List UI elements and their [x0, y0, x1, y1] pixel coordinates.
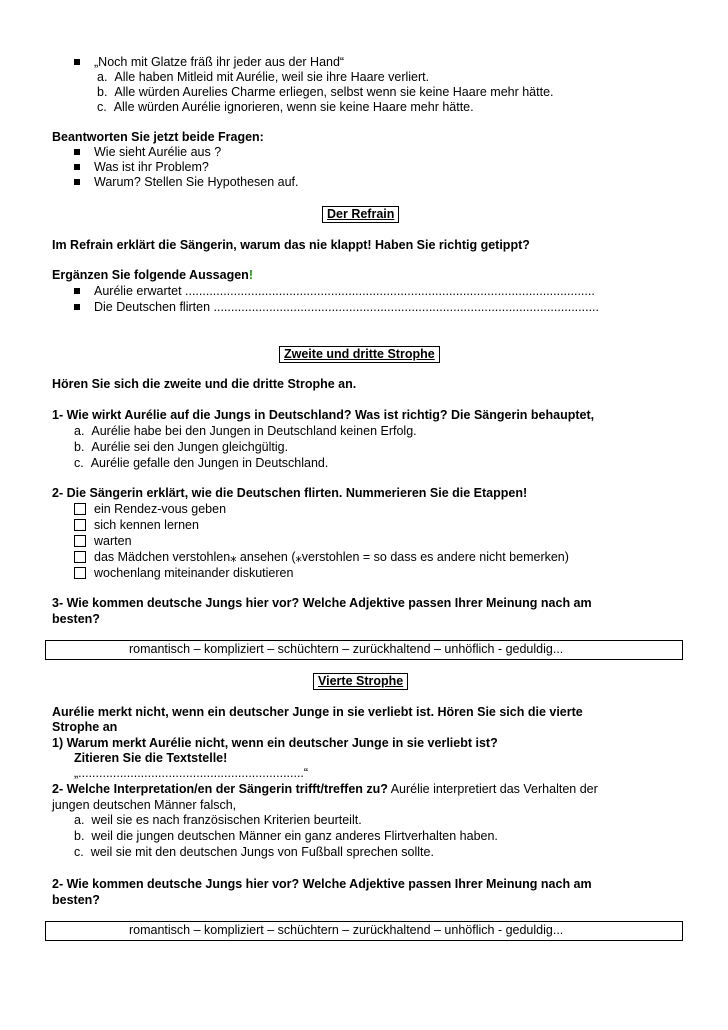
- step-item: [74, 534, 132, 549]
- option-letter: a.: [74, 424, 85, 438]
- step-text: warten: [94, 534, 132, 548]
- option-item: [74, 440, 288, 455]
- strophe-4-question-3-line-1: 2- Wie kommen deutsche Jungs hier vor? Welche Adjektive passen Ihrer Meinung nach am: [52, 877, 592, 891]
- step-item: [74, 550, 569, 565]
- option-item: [97, 85, 554, 100]
- step-text: das Mädchen verstohlen⁎ ansehen (⁎verstohlen = so dass es andere nicht bemerken): [94, 550, 569, 564]
- option-text: weil die jungen deutschen Männer ein ganz anderes Flirtverhalten haben.: [91, 829, 498, 843]
- refrain-intro: Im Refrain erklärt die Sängerin, warum das nie klappt! Haben Sie richtig getippt?: [52, 238, 530, 252]
- strophe-4-intro-line-1: Aurélie merkt nicht, wenn ein deutscher Junge in sie verliebt ist. Hören Sie sich die vierte: [52, 705, 583, 719]
- question-bold-text: 2- Welche Interpretation/en der Sängerin trifft/treffen zu?: [52, 782, 388, 796]
- question-3-line-1: 3- Wie kommen deutsche Jungs hier vor? Welche Adjektive passen Ihrer Meinung nach am: [52, 596, 592, 610]
- bullet-square-icon: [74, 179, 80, 185]
- step-text: ein Rendez-vous geben: [94, 502, 227, 516]
- heading-text: Der Refrain: [327, 207, 395, 221]
- section-heading-refrain: [322, 206, 399, 223]
- quote-text: „Noch mit Glatze fräß ihr jeder aus der Hand“: [94, 55, 345, 69]
- checkbox-square[interactable]: [74, 551, 86, 563]
- step-item: [74, 502, 226, 517]
- bullet-square-icon: [74, 59, 80, 65]
- question-1: 1- Wie wirkt Aurélie auf die Jungs in Deutschland? Was ist richtig? Die Sängerin behauptet,: [52, 408, 595, 422]
- option-letter: c.: [74, 456, 84, 470]
- option-item: [97, 70, 429, 85]
- strophe-4-question-2-line-2: jungen deutschen Männer falsch,: [52, 798, 237, 812]
- step-item: [74, 518, 199, 533]
- bullet-item: [74, 55, 344, 70]
- step-text: wochenlang miteinander diskutieren: [94, 566, 294, 580]
- option-item: [74, 845, 434, 860]
- heading-text: Vierte Strophe: [318, 674, 404, 688]
- option-text: weil sie es nach französischen Kriterien beurteilt.: [91, 813, 362, 827]
- checkbox-square[interactable]: [74, 503, 86, 515]
- statement-text: Die Deutschen flirten ...............................................................................................................: [94, 300, 599, 314]
- question-rest-text: Aurélie interpretiert das Verhalten der: [387, 782, 598, 796]
- option-letter: a.: [74, 813, 85, 827]
- checkbox-square[interactable]: [74, 519, 86, 531]
- section-heading-strophe-4: [313, 673, 408, 690]
- strophe-2-3-intro: Hören Sie sich die zweite und die dritte Strophe an.: [52, 377, 357, 391]
- quote-blank-line: „.................................................................“: [74, 766, 309, 780]
- option-text: Aurélie habe bei den Jungen in Deutschland keinen Erfolg.: [91, 424, 417, 438]
- option-letter: a.: [97, 70, 108, 84]
- instruction-text: Ergänzen Sie folgende Aussagen: [52, 268, 249, 282]
- option-item: [74, 424, 417, 439]
- exclamation-mark: !: [248, 268, 253, 282]
- option-text: Alle haben Mitleid mit Aurélie, weil sie ihre Haare verliert.: [114, 70, 430, 84]
- bullet-square-icon: [74, 304, 80, 310]
- option-letter: b.: [74, 829, 85, 843]
- complete-instruction: [52, 268, 253, 283]
- option-text: Alle würden Aurélie ignorieren, wenn sie keine Haare mehr hätte.: [113, 100, 474, 114]
- adjectives-box: [45, 921, 683, 941]
- option-text: Aurélie sei den Jungen gleichgültig.: [91, 440, 289, 454]
- adjectives-text: romantisch – kompliziert – schüchtern – zurückhaltend – unhöflich - geduldig...: [129, 923, 564, 937]
- questions-heading: Beantworten Sie jetzt beide Fragen:: [52, 130, 264, 144]
- checkbox-square[interactable]: [74, 567, 86, 579]
- checkbox-square[interactable]: [74, 535, 86, 547]
- bullet-text: Wie sieht Aurélie aus ?: [94, 145, 222, 159]
- option-item: [74, 829, 498, 844]
- option-text: weil sie mit den deutschen Jungs von Fußball sprechen sollte.: [90, 845, 434, 859]
- strophe-4-question-2: [52, 782, 598, 797]
- strophe-4-question-3-line-2: besten?: [52, 893, 100, 907]
- option-text: Alle würden Aurelies Charme erliegen, selbst wenn sie keine Haare mehr hätte.: [114, 85, 554, 99]
- bullet-square-icon: [74, 149, 80, 155]
- question-3-line-2: besten?: [52, 612, 100, 626]
- step-text: sich kennen lernen: [94, 518, 199, 532]
- option-letter: c.: [74, 845, 84, 859]
- option-item: [97, 100, 474, 115]
- statement-item: [74, 284, 595, 299]
- option-letter: c.: [97, 100, 107, 114]
- bullet-square-icon: [74, 288, 80, 294]
- bullet-square-icon: [74, 164, 80, 170]
- step-item: [74, 566, 293, 581]
- option-letter: b.: [97, 85, 108, 99]
- strophe-4-question-1: 1) Warum merkt Aurélie nicht, wenn ein deutscher Junge in sie verliebt ist?: [52, 736, 498, 750]
- bullet-item: [74, 160, 209, 175]
- statement-text: Aurélie erwartet ......................................................................................................................: [94, 284, 595, 298]
- option-item: [74, 813, 362, 828]
- heading-text: Zweite und dritte Strophe: [284, 347, 435, 361]
- adjectives-text: romantisch – kompliziert – schüchtern – zurückhaltend – unhöflich - geduldig...: [129, 642, 564, 656]
- bullet-item: [74, 175, 299, 190]
- question-2: 2- Die Sängerin erklärt, wie die Deutschen flirten. Nummerieren Sie die Etappen!: [52, 486, 528, 500]
- adjectives-box: [45, 640, 683, 660]
- bullet-item: [74, 145, 221, 160]
- bullet-text: Warum? Stellen Sie Hypothesen auf.: [94, 175, 299, 189]
- strophe-4-intro-line-2: Strophe an: [52, 720, 118, 734]
- option-text: Aurélie gefalle den Jungen in Deutschland.: [90, 456, 329, 470]
- section-heading-strophe-2-3: [279, 346, 440, 363]
- option-letter: b.: [74, 440, 85, 454]
- bullet-text: Was ist ihr Problem?: [94, 160, 209, 174]
- quote-instruction: Zitieren Sie die Textstelle!: [74, 751, 228, 765]
- option-item: [74, 456, 328, 471]
- statement-item: [74, 300, 599, 315]
